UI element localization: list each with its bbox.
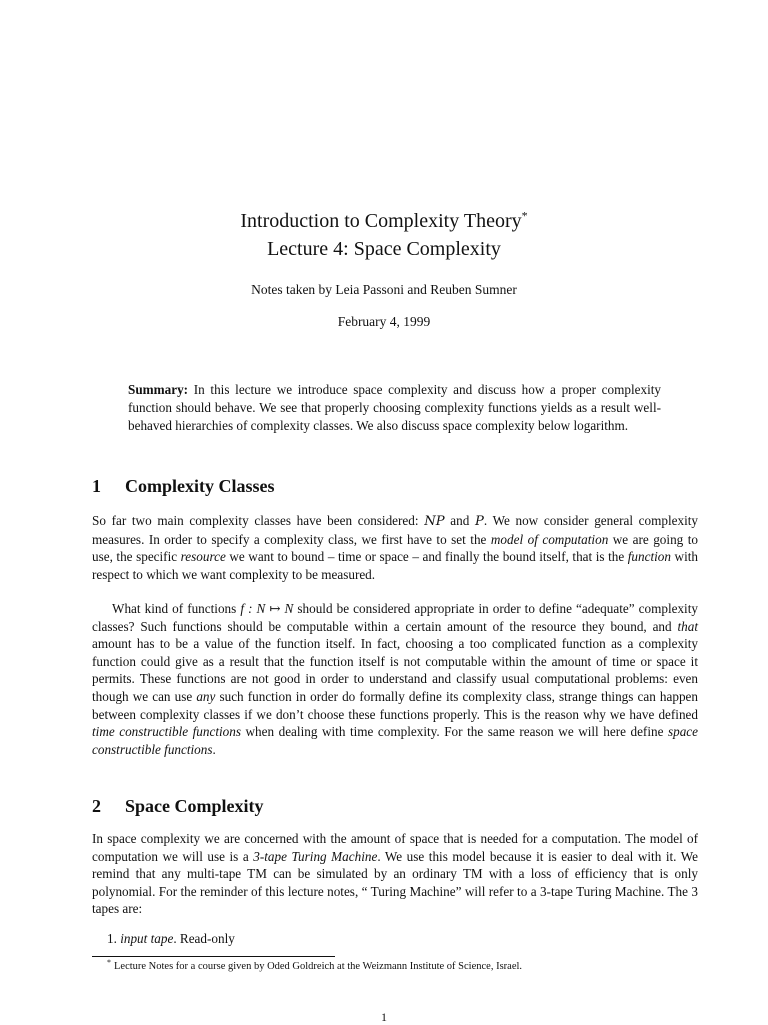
text-run: with respect to which we want complexity to be measured. [92,549,698,582]
text-run: should be considered appropriate in order to define “adequate” complexity classes? Such functions should be computable within a certain amount of the resource they bound, and [92,601,698,634]
emphasis-function: function [627,549,671,565]
text-run: What kind of functions [112,601,241,616]
section-2-heading [92,796,264,817]
section-2-paragraph-1 [92,830,698,918]
text-run: when dealing with time complexity. For the same reason we will here define [240,724,668,740]
emphasis-that: that [677,618,698,634]
list-item-text: . Read-only [173,931,235,946]
text-run: and [444,513,475,528]
footnote-rule [92,956,335,957]
section-1-paragraph-2 [92,600,698,758]
title-line-1: Introduction to Complexity Theory [240,210,522,232]
p-class: P [475,514,484,529]
section-1-heading [92,476,275,497]
text-run: we are going to use, the specific [92,531,698,565]
emphasis-model-of-computation: model of computation [490,531,609,547]
emphasis-resource: resource [180,549,226,565]
list-item [107,930,235,948]
emphasis-space-constructible: space constructible functions [92,724,698,757]
summary-label: Summary: [128,382,189,397]
footnote-text: Lecture Notes for a course given by Oded Goldreich at the Weizmann Institute of Science, Israel. [114,961,523,972]
section-2-number: 2 [92,796,101,816]
section-1-number: 1 [92,476,101,496]
np-class: NP [424,514,445,529]
document-title [0,208,768,234]
text-run: . [212,741,216,757]
summary-text: In this lecture we introduce space complexity and discuss how a proper complexity function should behave. We see that properly choosing complexity functions yields as a result well-behaved hierarchies of complexity classes. We also discuss space complexity below logarithm. [128,382,662,433]
title-footnote-mark: * [521,208,528,223]
text-run: such function in order do formally define its complexity class, strange things can happen between complexity classes if we don’t choose these functions properly. This is the reason why we have defined [92,688,698,722]
summary-paragraph [128,381,661,435]
footnote-mark: * [107,957,111,967]
section-1-title: Complexity Classes [125,476,275,496]
section-1-paragraph-1 [92,512,698,583]
page-number: 1 [381,1010,387,1024]
lecture-title: Lecture 4: Space Complexity [267,238,501,260]
text-run: we want to bound – time or space – and finally the bound itself, that is the [225,549,628,565]
authors: Notes taken by Leia Passoni and Reuben Sumner [251,282,517,297]
math-function-signature: f : N ↦ N [240,601,294,616]
list-item-number: 1. [107,931,117,946]
text-run: . We now consider general complexity measures. In order to specify a complexity class, we first have to set the [92,513,699,547]
text-run: amount has to be a value of the function itself. In fact, choosing a too complicated function as a complexity function could give as a result that the function itself is not computable within the amount of time or space it permits. These functions are not good in order to understand and classify usual computational problems: even though we can use [92,636,698,704]
list-item-emphasis: input tape [120,931,174,946]
text-run: In space complexity we are concerned with the amount of space that is needed for a computation. The model of computation we will use is a [92,831,698,864]
text-run: So far two main complexity classes have been considered: [92,513,425,528]
emphasis-time-constructible: time constructible functions [92,724,241,740]
text-run: . We use this model because it is easier to deal with it. We remind that any multi-tape TM can be simulated by an ordinary TM with a loss of efficiency that is only polynomial. For the reminder of this lecture notes, “ Turing Machine” will refer to a 3-tape Turing Machine. The 3 tapes are: [92,848,699,917]
section-2-title: Space Complexity [125,796,264,816]
footnote [107,957,698,974]
date: February 4, 1999 [337,314,431,329]
emphasis-any: any [196,688,216,704]
emphasis-3-tape-turing-machine: 3-tape Turing Machine [253,848,378,864]
